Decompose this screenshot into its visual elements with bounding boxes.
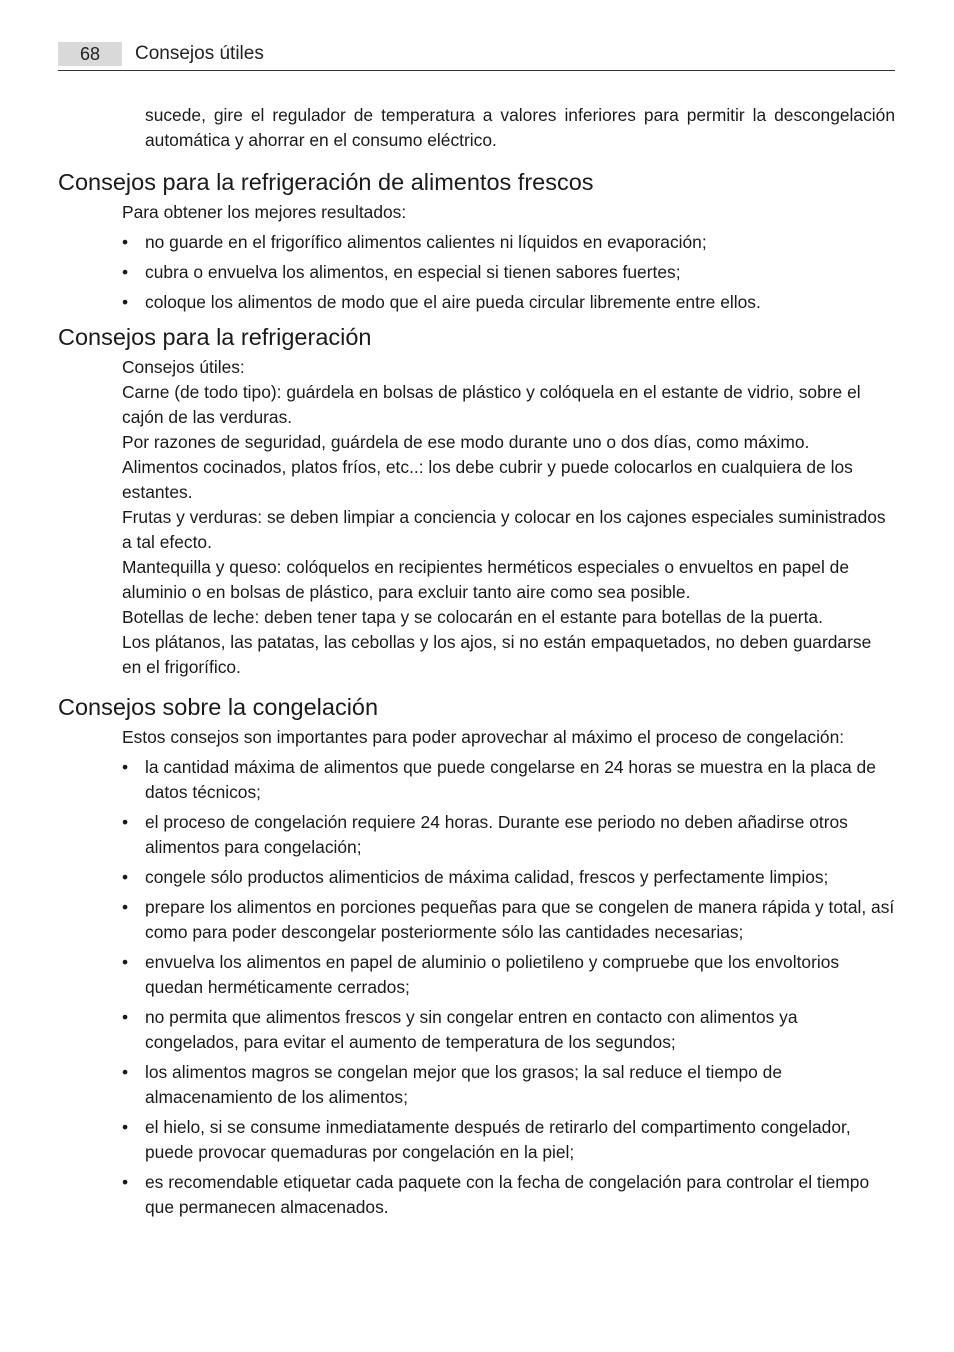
section-fresh-food — [58, 167, 895, 315]
paragraph: Frutas y verduras: se deben limpiar a conciencia y colocar en los cajones especiales suministrados a tal efecto. — [122, 507, 886, 552]
section-title: Consejos para la refrigeración — [58, 324, 372, 350]
bullet-icon: • — [122, 1172, 129, 1192]
paragraph: Carne (de todo tipo): guárdela en bolsas de plástico y colóquela en el estante de vidrio, sobre el cajón de las verduras. — [122, 382, 861, 427]
paragraph: Alimentos cocinados, platos fríos, etc..: los debe cubrir y puede colocarlos en cualquiera de los estantes. — [122, 457, 853, 502]
bullet-icon: • — [122, 1062, 129, 1082]
intro-paragraph: sucede, gire el regulador de temperatura a valores inferiores para permitir la descongelación automática y ahorrar en el consumo eléctrico. — [145, 105, 895, 150]
section-body — [122, 200, 895, 315]
section-refrigeration — [58, 322, 895, 680]
bullet-icon: • — [122, 867, 129, 887]
paragraph: Los plátanos, las patatas, las cebollas y los ajos, si no están empaquetados, no deben guardarse en el frigorífico. — [122, 632, 872, 677]
section-title: Consejos sobre la congelación — [58, 694, 379, 720]
paragraph: Mantequilla y queso: colóquelos en recipientes herméticos especiales o envueltos en papel de aluminio o en bolsas de plástico, para excluir tanto aire como sea posible. — [122, 557, 850, 602]
list-item: • envuelva los alimentos en papel de aluminio o polietileno y compruebe que los envoltorios quedan herméticamente cerrados; — [122, 952, 840, 997]
bullet-icon: • — [122, 1117, 129, 1137]
section-lead: Estos consejos son importantes para poder aprovechar al máximo el proceso de congelación: — [122, 727, 845, 747]
bullet-icon: • — [122, 292, 129, 312]
bullet-icon: • — [122, 812, 129, 832]
section-body — [122, 725, 895, 1220]
list-item: • no permita que alimentos frescos y sin congelar entren en contacto con alimentos ya congelados, para evitar el aumento de temperatura de los segundos; — [122, 1007, 798, 1052]
list-item: • congele sólo productos alimenticios de máxima calidad, frescos y perfectamente limpios; — [122, 865, 895, 890]
list-item: • coloque los alimentos de modo que el aire pueda circular libremente entre ellos. — [122, 290, 895, 315]
bullet-icon: • — [122, 232, 129, 252]
bullet-list — [122, 755, 895, 1220]
list-item: • el proceso de congelación requiere 24 horas. Durante ese periodo no deben añadirse otros alimentos para congelación; — [122, 812, 848, 857]
bullet-icon: • — [122, 757, 129, 777]
bullet-list — [122, 230, 895, 315]
paragraph: Por razones de seguridad, guárdela de ese modo durante uno o dos días, como máximo. — [122, 432, 810, 452]
section-title: Consejos para la refrigeración de alimentos frescos — [58, 169, 594, 195]
bullet-icon: • — [122, 952, 129, 972]
page-number: 68 — [58, 42, 122, 66]
page-header — [58, 40, 895, 71]
list-item: • es recomendable etiquetar cada paquete con la fecha de congelación para controlar el tiempo que permanecen almacenados. — [122, 1172, 870, 1217]
list-item: • la cantidad máxima de alimentos que puede congelarse en 24 horas se muestra en la placa de datos técnicos; — [122, 757, 876, 802]
paragraph: Botellas de leche: deben tener tapa y se colocarán en el estante para botellas de la puerta. — [122, 607, 823, 627]
section-body — [122, 355, 895, 680]
section-freezing — [58, 692, 895, 1220]
list-item: • el hielo, si se consume inmediatamente después de retirarlo del compartimento congelador, puede provocar quemaduras por congelación en la piel; — [122, 1117, 851, 1162]
bullet-icon: • — [122, 897, 129, 917]
list-item: • los alimentos magros se congelan mejor que los grasos; la sal reduce el tiempo de almacenamiento de los alimentos; — [122, 1062, 783, 1107]
list-item: • prepare los alimentos en porciones pequeñas para que se congelen de manera rápida y total, así como para poder descongelar posteriormente sólo las cantidades necesarias; — [122, 897, 895, 942]
running-section-title: Consejos útiles — [135, 43, 264, 64]
bullet-icon: • — [122, 1007, 129, 1027]
list-item: • cubra o envuelva los alimentos, en especial si tienen sabores fuertes; — [122, 260, 895, 285]
paragraph: Consejos útiles: — [122, 357, 245, 377]
bullet-icon: • — [122, 262, 129, 282]
section-lead: Para obtener los mejores resultados: — [122, 202, 407, 222]
list-item: • no guarde en el frigorífico alimentos calientes ni líquidos en evaporación; — [122, 230, 895, 255]
page-content — [58, 103, 895, 1225]
